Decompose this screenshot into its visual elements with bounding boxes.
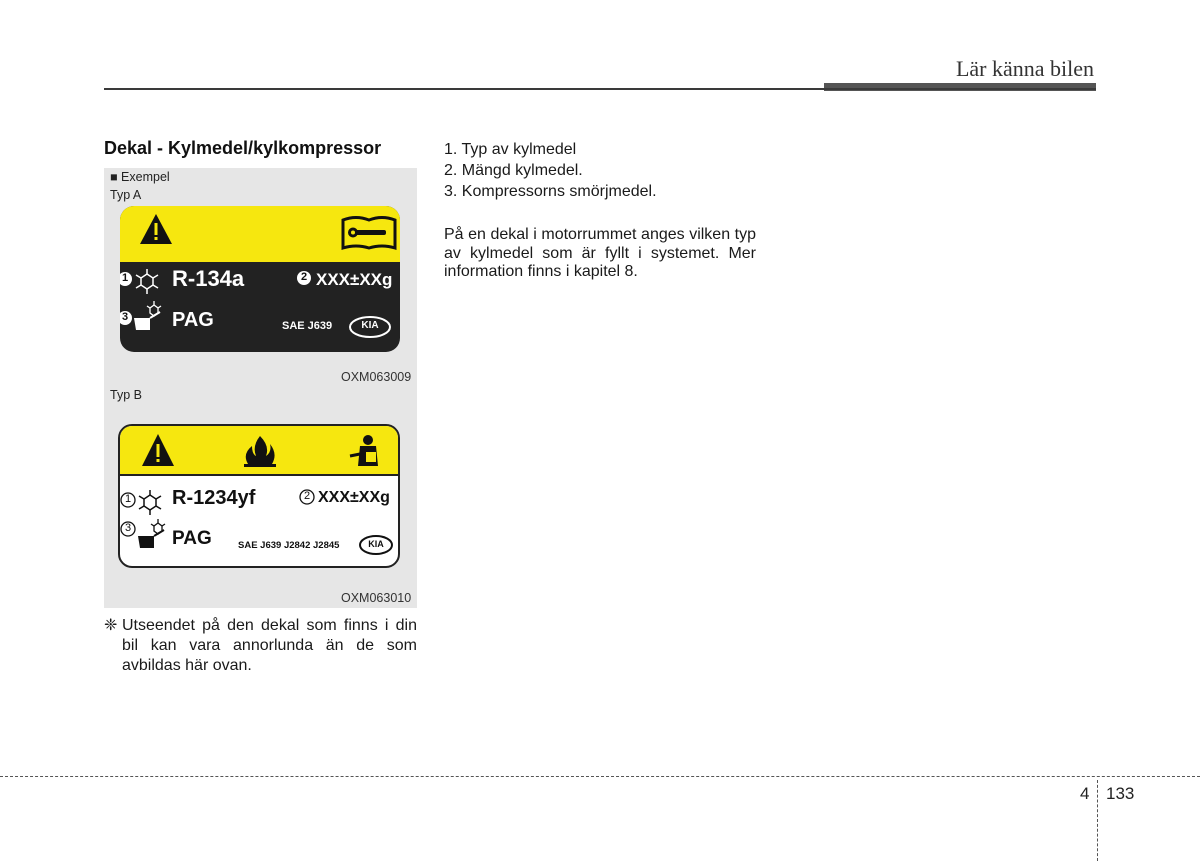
decal-b-oil: PAG — [172, 528, 212, 549]
footer-divider — [1097, 780, 1098, 861]
type-b-label: Typ B — [110, 388, 142, 402]
note-text: Utseendet på den dekal som finns i din bil kan vara annorlunda än de som avbildas här ovan. — [122, 617, 417, 674]
chapter-number: 4 — [1080, 784, 1090, 803]
decal-a-amount: XXX±XXg — [316, 270, 393, 289]
header-rule — [104, 88, 1096, 90]
decal-b-standard: SAE J639 J2842 J2845 — [238, 540, 340, 551]
decal-b-number-1: 1 — [124, 493, 132, 505]
flammable-flame-icon — [244, 436, 276, 467]
footer-rule — [0, 776, 1200, 777]
figure-a-code: OXM063009 — [341, 370, 412, 384]
bullet-square-icon: ■ — [110, 170, 118, 184]
refrigerant-decal-type-a — [120, 206, 400, 352]
list-item: 1. Typ av kylmedel — [444, 141, 577, 158]
legend-list — [444, 139, 657, 202]
refrigerant-snowflake-icon — [136, 269, 158, 294]
decal-a-standard: SAE J639 — [282, 320, 333, 332]
decal-a-number-1: 1 — [121, 272, 129, 284]
list-item: 2. Mängd kylmedel. — [444, 162, 583, 179]
decal-a-number-2: 2 — [300, 271, 308, 283]
refrigerant-decal-type-b — [118, 424, 400, 568]
page-number: 133 — [1106, 784, 1135, 803]
decal-a-refrigerant: R-134a — [172, 266, 245, 291]
page-header-title: Lär känna bilen — [955, 56, 1094, 81]
warning-triangle-icon — [142, 434, 174, 466]
decal-a-oil: PAG — [172, 309, 214, 331]
decal-b-refrigerant: R-1234yf — [172, 487, 256, 509]
compressor-oil-icon — [138, 519, 165, 548]
decal-b-number-3: 3 — [124, 522, 132, 534]
example-caption — [110, 170, 170, 184]
note-asterisk-icon: ❈ — [104, 617, 118, 634]
decal-a-brand: KIA — [361, 320, 379, 331]
type-a-label: Typ A — [110, 188, 142, 202]
refrigerant-snowflake-icon — [139, 490, 161, 515]
list-item: 3. Kompressorns smörjmedel. — [444, 183, 657, 200]
body-paragraph: På en dekal i motorrummet anges vilken typ av kylmedel som är fyllt i systemet. Mer information finns i kapitel 8. — [444, 226, 756, 280]
figure-b-code: OXM063010 — [341, 591, 412, 605]
decal-b-amount: XXX±XXg — [318, 489, 390, 506]
service-technician-icon — [350, 435, 378, 466]
compressor-oil-icon — [134, 301, 161, 330]
example-label: Exempel — [121, 170, 170, 184]
service-manual-icon — [343, 218, 395, 249]
warning-triangle-icon — [140, 214, 172, 244]
decal-a-number-3: 3 — [121, 311, 129, 323]
decal-b-number-2: 2 — [303, 490, 311, 502]
section-title: Dekal - Kylmedel/kylkompressor — [104, 138, 382, 158]
decal-b-brand: KIA — [368, 539, 384, 549]
